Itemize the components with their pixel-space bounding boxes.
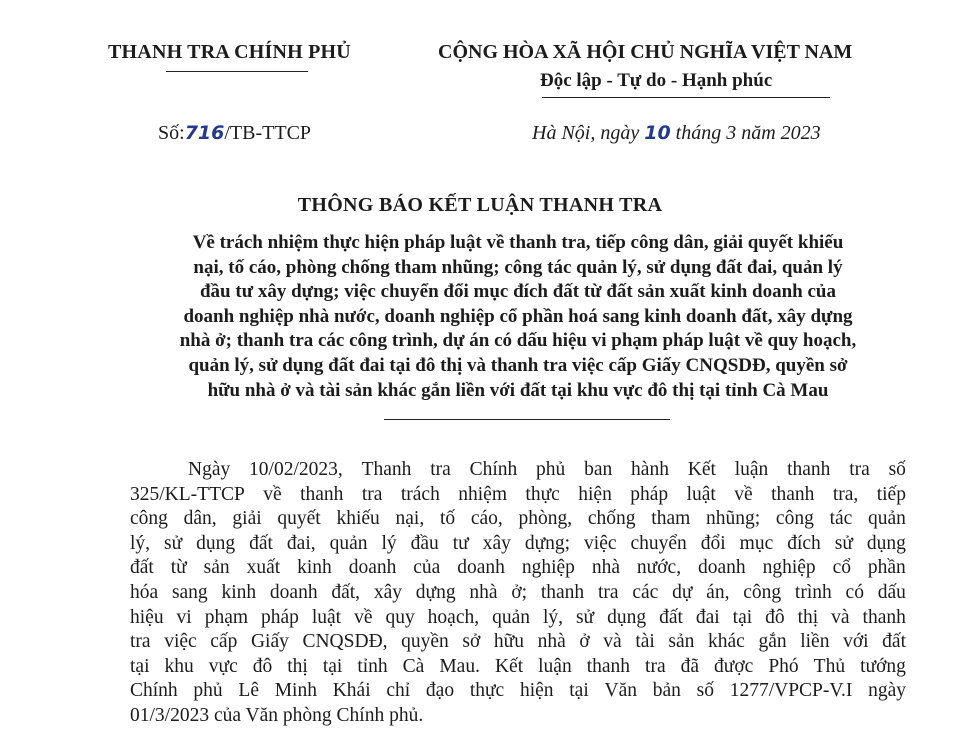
dateline: [532, 122, 821, 145]
document-number: [158, 122, 311, 145]
subject-line: doanh nghiệp nhà nước, doanh nghiệp cổ phần hoá sang kinh doanh đất, xây dựng: [183, 305, 853, 327]
dateline-handwritten-day: 10: [644, 122, 671, 144]
body-paragraph: [130, 458, 906, 729]
subject-underline: [384, 419, 670, 420]
subject-line: nại, tố cáo, phòng chống tham nhũng; công tác quản lý, sử dụng đất đai, quản lý: [193, 256, 843, 278]
body-line: tại khu vực đô thị tại tỉnh Cà Mau. Kết luận thanh tra đã được Phó Thủ tướng: [130, 655, 906, 677]
subject-line: quản lý, sử dụng đất đai tại đô thị và thanh tra việc cấp Giấy CNQSDĐ, quyền sở: [188, 354, 848, 376]
national-motto: Độc lập - Tự do - Hạnh phúc: [540, 70, 773, 91]
doc-number-suffix: /TB-TTCP: [224, 122, 312, 144]
body-line: công dân, giải quyết khiếu nại, tố cáo, phòng, chống tham nhũng; công tác quản: [130, 508, 906, 530]
body-line: đất từ sản xuất kinh doanh của doanh nghiệp nhà nước, doanh nghiệp cổ phần: [130, 557, 906, 579]
body-line: hóa sang kinh doanh đất, xây dựng nhà ở; thanh tra các dự án, công trình có dấu: [130, 581, 906, 603]
body-line: 01/3/2023 của Văn phòng Chính phủ.: [130, 704, 424, 726]
body-line: Ngày 10/02/2023, Thanh tra Chính phủ ban hành Kết luận thanh tra số: [188, 459, 906, 480]
doc-number-prefix: Số:: [158, 122, 185, 144]
document-subject: [108, 231, 928, 403]
document-title: THÔNG BÁO KẾT LUẬN THANH TRA: [297, 194, 663, 216]
subject-line: đầu tư xây dựng; việc chuyển đổi mục đích đất từ đất sản xuất kinh doanh của: [199, 281, 836, 303]
body-line: Chính phủ Lê Minh Khái chỉ đạo thực hiện tại Văn bản số 1277/VPCP-V.I ngày: [130, 680, 906, 702]
dateline-rest: tháng 3 năm 2023: [675, 122, 821, 144]
body-line: hiệu vi phạm pháp luật về quy hoạch, quản lý, sử dụng đất đai tại đô thị và thanh: [130, 606, 906, 628]
subject-line: hữu nhà ở và tài sản khác gắn liền với đất tại khu vực đô thị tại tỉnh Cà Mau: [207, 379, 829, 401]
subject-line: nhà ở; thanh tra các công trình, dự án có dấu hiệu vi phạm pháp luật về quy hoạch,: [179, 330, 857, 352]
doc-number-handwritten: 716: [184, 122, 225, 144]
motto-underline: [542, 97, 830, 98]
body-line: tra việc cấp Giấy CNQSDĐ, quyền sở hữu nhà ở và tài sản khác gắn liền với đất: [130, 631, 906, 653]
agency-underline: [166, 71, 308, 72]
dateline-place: Hà Nội, ngày: [532, 122, 640, 144]
subject-line: Về trách nhiệm thực hiện pháp luật về thanh tra, tiếp công dân, giải quyết khiếu: [192, 232, 844, 253]
body-line: lý, sử dụng đất đai, quản lý đầu tư xây dựng; việc chuyển đổi mục đích sử dụng: [130, 532, 906, 554]
issuing-agency: THANH TRA CHÍNH PHỦ: [108, 41, 351, 63]
body-line: 325/KL-TTCP về thanh tra trách nhiệm thực hiện pháp luật về thanh tra, tiếp: [130, 483, 906, 505]
national-title: CỘNG HÒA XÃ HỘI CHỦ NGHĨA VIỆT NAM: [438, 41, 853, 63]
